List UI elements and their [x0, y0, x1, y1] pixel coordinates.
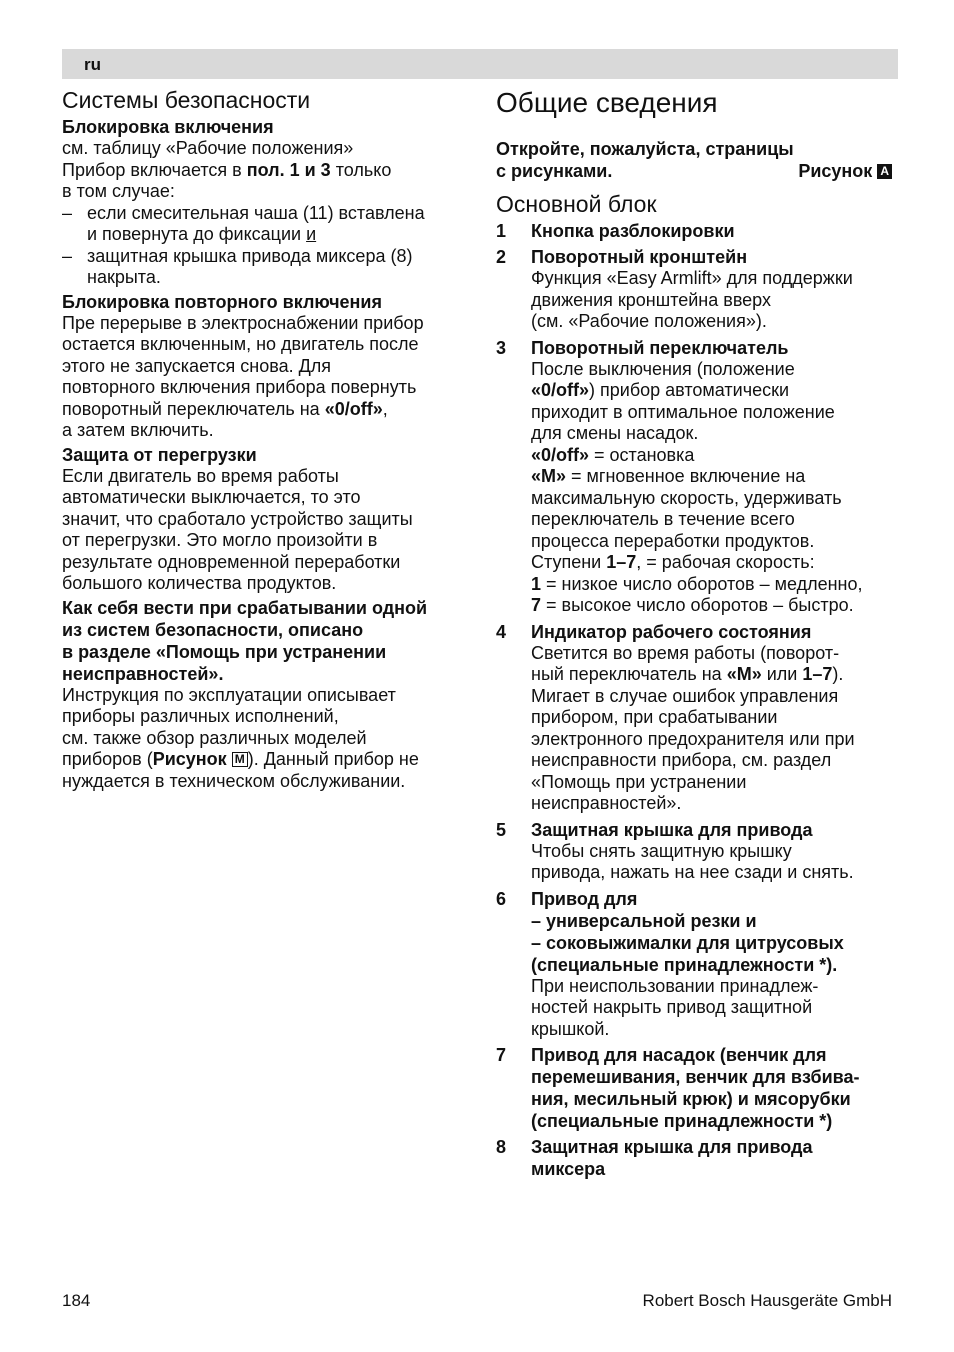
overload-protection-heading: Защита от перегрузки	[62, 444, 257, 465]
switch-on-lock-heading: Блокировка включения	[62, 117, 274, 137]
list-item: – если смесительная чаша (11) вставлена и повернута до фиксации и	[62, 202, 425, 244]
language-label: ru	[84, 55, 101, 74]
list-item: 5 Защитная крышка для привода Чтобы снять защитную крышку привода, нажать на нее сзади и снять.	[496, 819, 854, 882]
intro-line-2: с рисунками. Рисунок A	[496, 160, 900, 182]
figure-a-icon: A	[877, 164, 892, 179]
list-item: 2 Поворотный кронштейн Функция «Easy Armlift» для поддержки движения кронштейна вверх (см. «Рабочие положения»).	[496, 247, 853, 331]
main-unit-subtitle: Основной блок	[496, 191, 657, 217]
list-item: 1 Кнопка разблокировки	[496, 221, 735, 241]
page-number: 184	[62, 1291, 91, 1310]
list-item: 8 Защитная крышка для привода миксера	[496, 1137, 813, 1179]
left-column	[62, 84, 464, 792]
intro-line-1: Откройте, пожалуйста, страницы	[496, 139, 794, 159]
list-item: 7 Привод для насадок (венчик для перемешивания, венчик для взбива- ния, месильный крюк) и мясорубки (специальные принадлежности *)	[496, 1045, 860, 1131]
restart-lock-heading: Блокировка повторного включения	[62, 291, 382, 312]
safety-systems-title: Системы безопасности	[62, 87, 311, 113]
paragraph: Если двигатель во время работы автоматически выключается, то это значит, что сработало устройство защиты от перегрузки. Это могло произойти в результате одновременной переработки большого количества продуктов.	[62, 465, 413, 593]
paragraph: см. таблицу «Рабочие положения»	[62, 138, 354, 158]
paragraph: в том случае:	[62, 181, 175, 201]
list-item: 6 Привод для – универсальной резки и – соковыжималки для цитрусовых (специальные принадлежности *). При неиспользовании принадлеж- ностей накрыть привод защитной крышкой.	[496, 888, 844, 1039]
list-item: 3 Поворотный переключатель После выключения (положение «0/off») прибор автоматически приходит в оптимальное положение для смены насадок. «0/off» = остановка «M» = мгновенное включение на максимальную скорость, удерживать переключатель в течение всего процесса переработки продуктов. Ступени 1–7, = рабочая скорость: 1 = низкое число оборотов – медленно, 7 = высокое число оборотов – быстро.	[496, 337, 863, 615]
paragraph: Прибор включается в пол. 1 и 3 только	[62, 159, 392, 180]
company-name: Robert Bosch Hausgeräte GmbH	[642, 1291, 892, 1310]
figure-m-icon: M	[232, 752, 248, 767]
list-item: – защитная крышка привода миксера (8) накрыта.	[62, 245, 413, 287]
general-info-title: Общие сведения	[496, 87, 718, 118]
paragraph: Пре перерыве в электроснабжении прибор остается включенным, но двигатель после этого не запускается снова. Для повторного включения прибора повернуть поворотный переключатель на «0/off», а затем включить.	[62, 312, 424, 440]
safety-note-bold: Как себя вести при срабатывании одной из систем безопасности, описано в разделе «Помощь при устранении неисправностей».	[62, 597, 428, 684]
paragraph: Инструкция по эксплуатации описывает приборы различных исполнений, см. также обзор различных моделей приборов (Рисунок M ). Данный прибор не нуждается в техническом обслуживании.	[62, 684, 419, 791]
language-bar	[62, 49, 898, 79]
list-item: 4 Индикатор рабочего состояния Светится во время работы (поворот- ный переключатель на «M» или 1–7). Мигает в случае ошибок управления прибором, при срабатывании электронного предохранителя или при неисправности прибора, см. раздел «Помощь при устранении неисправностей».	[496, 621, 855, 813]
right-column	[496, 84, 900, 1180]
